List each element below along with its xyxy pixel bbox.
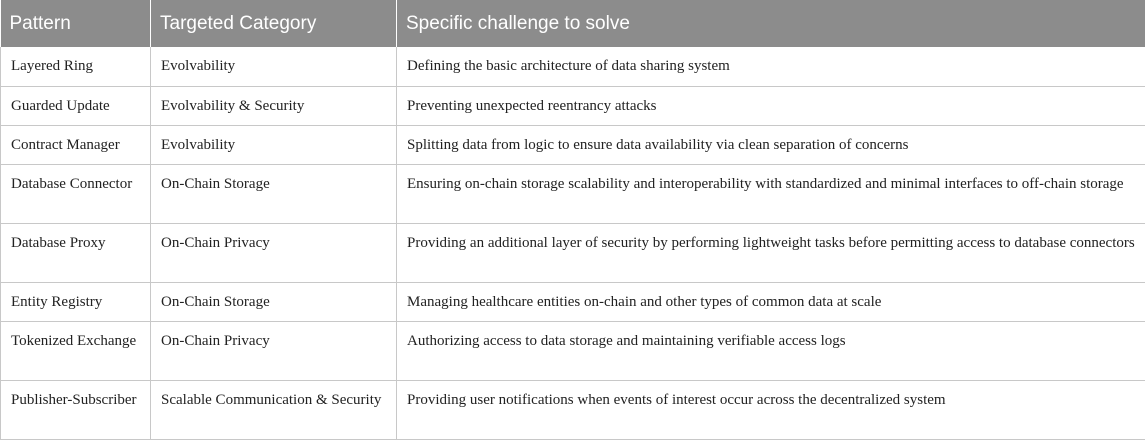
cell-category: Evolvability (151, 47, 397, 86)
cell-category: On-Chain Privacy (151, 223, 397, 282)
table-row (1, 86, 1145, 125)
header-specific-challenge: Specific challenge to solve (397, 0, 1145, 47)
cell-challenge: Splitting data from logic to ensure data availability via clean separation of concerns (397, 125, 1145, 164)
table-row (1, 282, 1145, 321)
header-targeted-category: Targeted Category (151, 0, 397, 47)
header-row (1, 0, 1145, 47)
cell-pattern: Layered Ring (1, 47, 151, 86)
cell-category: Evolvability (151, 125, 397, 164)
cell-challenge: Providing user notifications when events of interest occur across the decentralized system (397, 380, 1145, 439)
table-header (1, 0, 1145, 47)
cell-category: On-Chain Storage (151, 282, 397, 321)
cell-pattern: Database Proxy (1, 223, 151, 282)
table-body (1, 47, 1145, 439)
cell-category: Evolvability & Security (151, 86, 397, 125)
header-pattern: Pattern (1, 0, 151, 47)
cell-category: Scalable Communication & Security (151, 380, 397, 439)
cell-challenge: Ensuring on-chain storage scalability and interoperability with standardized and minimal interfaces to off-chain storage (397, 164, 1145, 223)
table-row (1, 164, 1145, 223)
cell-challenge: Preventing unexpected reentrancy attacks (397, 86, 1145, 125)
cell-pattern: Database Connector (1, 164, 151, 223)
cell-challenge: Authorizing access to data storage and maintaining verifiable access logs (397, 321, 1145, 380)
table-row (1, 47, 1145, 86)
cell-challenge: Managing healthcare entities on-chain and other types of common data at scale (397, 282, 1145, 321)
cell-challenge: Providing an additional layer of security by performing lightweight tasks before permitting access to database connectors (397, 223, 1145, 282)
cell-pattern: Tokenized Exchange (1, 321, 151, 380)
cell-challenge: Defining the basic architecture of data sharing system (397, 47, 1145, 86)
table-row (1, 125, 1145, 164)
table-row (1, 321, 1145, 380)
cell-pattern: Entity Registry (1, 282, 151, 321)
cell-pattern: Publisher-Subscriber (1, 380, 151, 439)
table-row (1, 380, 1145, 439)
cell-category: On-Chain Storage (151, 164, 397, 223)
cell-pattern: Contract Manager (1, 125, 151, 164)
cell-pattern: Guarded Update (1, 86, 151, 125)
table-row (1, 223, 1145, 282)
cell-category: On-Chain Privacy (151, 321, 397, 380)
